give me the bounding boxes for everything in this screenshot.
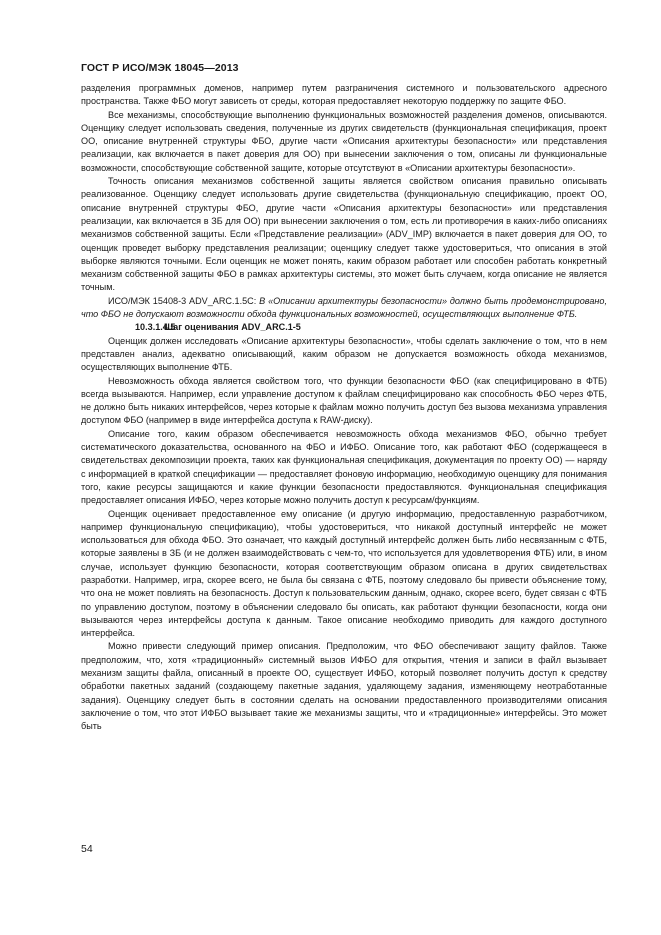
- paragraph: Невозможность обхода является свойством того, что функции безопасности ФБО (как специфицировано в ФТБ) всегда вызываются. Например, если управление доступом к файлам специфицировано как способность ФБО через ФТБ, не должно быть никаких интерфейсов, через которые к файлам можно получить доступ без вызова механизма управления доступом ФБО (например в виде интерфейса доступа к RAW-диску).: [81, 375, 607, 426]
- section-title: Шаг оценивания ADV_ARC.1-5: [164, 322, 301, 333]
- paragraph: Можно привести следующий пример описания. Предположим, что ФБО обеспечивают защиту файлов. Также предположим, что, хотя «традиционный» системный вызов ИФБО для открытия, чтения и записи в файл вызывает механизм защиты файла, описанный в проекте ОО, существует ИФБО, который позволяет получить доступ к средству обработки пакетных заданий (создающему пакетные задания, удаляющему задания, изменяющему неотработанные задания). Оценщику следует быть в состоянии сделать на основании предоставленного производителями описания заключение о том, что этот ИФБО вызывает такие же механизмы защиты, что и «традиционные» интерфейсы. Это может быть: [81, 641, 607, 732]
- document-header: ГОСТ Р ИСО/МЭК 18045—2013: [81, 62, 239, 74]
- iso-requirement-note: [81, 295, 607, 322]
- iso-note-prefix: ИСО/МЭК 15408-3 ADV_ARC.1.5C:: [108, 295, 260, 306]
- paragraph: Оценщик должен исследовать «Описание архитектуры безопасности», чтобы сделать заключение о том, что в нем представлен анализ, адекватно описывающий, каким образом не допускается возможность обхода механизмов, осуществляющих выполнение ФТБ.: [81, 335, 607, 373]
- paragraph: Все механизмы, способствующие выполнению функциональных возможностей разделения доменов, описываются. Оценщику следует использовать сведения, полученные из других свидетельств (функциональная спецификация, проект ОО, описание внутренней структуры ФБО, другие части «Описания архитектуры безопасности» или представления реализации, как включается в пакет доверия для ОО) при вынесении заключения о том, описаны ли функциональные возможности, способствующие собственной защите, которые отсутствуют в «Описании архитектуры безопасности».: [81, 109, 607, 173]
- iso-note-text: В «Описании архитектуры безопасности» должно быть продемонстрировано, что ФБО не допускают возможности обхода функциональных возможностей, осуществляющих выполнение ФТБ.: [81, 295, 607, 320]
- page-number: 54: [81, 843, 93, 855]
- paragraph: Оценщик оценивает предоставленное ему описание (и другую информацию, предоставленную разработчиком, например функциональную спецификацию), чтобы удостовериться, что никакой доступный интерфейс не может использоваться для обхода ФБО. Это означает, что каждый доступный интерфейс должен быть либо несвязанным с ФТБ, которые заявлены в ЗБ (и не должен взаимодействовать с чем-то, что используется для удовлетворения ФТБ) или, в ином случае, использует функцию безопасности, которая соответствующим образом описана в других свидетельствах разработки. Например, игра, скорее всего, не была бы связана с ФТБ, поэтому следовало бы привести объяснение тому, что она не может повлиять на безопасность. Доступ к пользовательским данным, однако, скорее всего, будет связан с ФТБ по управлению доступом, поэтому в объяснении следовало бы описать, как работают функции безопасности, когда они вызываются через интерфейсы доступа к данным. Такое описание необходимо приводить для каждого доступного интерфейса.: [81, 508, 607, 639]
- section-number: 10.3.1.4.5: [135, 322, 176, 333]
- paragraph: Точность описания механизмов собственной защиты является свойством описания правильно описывать реализованное. Оценщику следует использовать другие свидетельства (функциональную спецификацию, проект ОО, описание внутренней структуры ФБО, другие части «Описания архитектуры безопасности» или представления реализации, как включается в ЗБ для ОО) при вынесении заключения о том, есть ли противоречия в каких-либо описаниях механизмов собственной защиты. Если «Представление реализации» (ADV_IMP) включается в пакет доверия для ОО, то оценщик проведет выборку представления реализации; оценщику следует также удостовериться, что описания в этой выборке являются точными. Если оценщик не может понять, каким образом работает или способен работать конкретный механизм собственной защиты ФБО в рамках архитектуры системы, это может быть случаем, когда описание не является точным.: [81, 176, 607, 293]
- section-heading: [81, 321, 607, 334]
- document-body: [81, 82, 607, 734]
- paragraph: Описание того, каким образом обеспечивается невозможность обхода механизмов ФБО, обычно требует систематического доказательства, основанного на ФБО и ИФБО. Описание того, как работают ФБО (содержащееся в свидетельствах декомпозиции проекта, таких как функциональная спецификация, документация по проекту ОО) — наряду с информацией в краткой спецификации — предоставляет фоновую информацию, необходимую оценщику для понимания того, какие ресурсы защищаются и какие функции безопасности предоставляются. Функциональная спецификация предоставляет описания ИФБО, через которые можно получить доступ к ресурсам/функциям.: [81, 428, 607, 506]
- paragraph: разделения программных доменов, например путем разграничения системного и пользовательского адресного пространства. Также ФБО могут зависеть от среды, которая предоставляет некоторую поддержку по защите ФБО.: [81, 83, 607, 107]
